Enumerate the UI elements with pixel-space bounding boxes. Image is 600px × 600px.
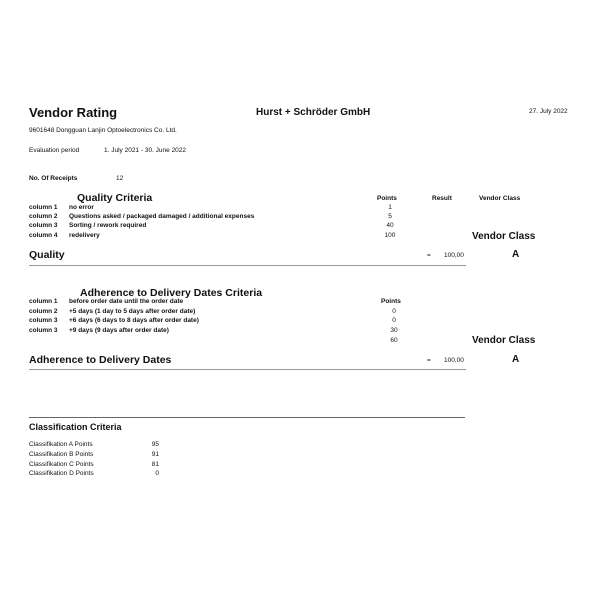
delivery-row-points: 60 (390, 337, 398, 344)
quality-row-points: 100 (384, 232, 396, 239)
quality-row-column: column 2 (29, 213, 58, 220)
classification-label: Classifikation A Points (29, 441, 93, 448)
receipts-value: 12 (116, 175, 124, 182)
quality-class: A (512, 249, 520, 260)
delivery-criteria-heading: Adherence to Delivery Dates Criteria (80, 287, 263, 299)
quality-equals: = (427, 252, 431, 259)
quality-criteria-heading: Quality Criteria (77, 192, 153, 204)
quality-row-points: 40 (386, 222, 394, 229)
company-name: Hurst + Schröder GmbH (256, 107, 371, 118)
classification-label: Classifikation C Points (29, 461, 94, 468)
delivery-row-column: column 1 (29, 298, 58, 305)
quality-result: 100,00 (444, 252, 464, 259)
classification-heading: Classification Criteria (29, 422, 122, 432)
classification-value: 95 (151, 441, 159, 448)
classification-value: 91 (151, 451, 159, 458)
delivery-equals: = (427, 357, 431, 364)
delivery-row-desc: +5 days (1 day to 5 days after order date) (69, 308, 196, 315)
delivery-row-column: column 2 (29, 308, 58, 315)
classification-value: 0 (155, 470, 159, 477)
delivery-points-header: Points (381, 298, 401, 305)
quality-row-column: column 1 (29, 204, 58, 211)
delivery-row-column: column 3 (29, 317, 58, 324)
quality-summary-label: Quality (29, 249, 65, 261)
classification-value: 81 (151, 461, 159, 468)
quality-result-header: Result (432, 195, 452, 202)
delivery-row-points: 0 (392, 308, 396, 315)
quality-divider (29, 265, 466, 266)
delivery-row-points: 30 (390, 327, 398, 334)
quality-vendor-class-heading: Vendor Class (472, 231, 536, 242)
delivery-summary-label: Adherence to Delivery Dates (29, 354, 172, 366)
quality-vendor-class-header: Vendor Class (479, 195, 521, 202)
quality-row-points: 5 (388, 213, 392, 220)
classification-label: Classifikation B Points (29, 451, 94, 458)
delivery-row-column: column 3 (29, 327, 58, 334)
quality-points-header: Points (377, 195, 397, 202)
delivery-result: 100,00 (444, 357, 464, 364)
evaluation-period-label: Evaluation period (29, 147, 80, 154)
delivery-divider (29, 369, 466, 370)
classification-label: Classifikation D Points (29, 470, 94, 477)
quality-row-column: column 4 (29, 232, 58, 239)
delivery-row-desc: before order date until the order date (69, 298, 184, 305)
quality-row-desc: Sorting / rework required (69, 222, 147, 229)
delivery-row-desc: +9 days (9 days after order date) (69, 327, 169, 334)
delivery-row-desc: +6 days (6 days to 8 days after order date) (69, 317, 199, 324)
delivery-vendor-class-heading: Vendor Class (472, 335, 536, 346)
quality-row-desc: Questions asked / packaged damaged / additional expenses (69, 213, 255, 220)
evaluation-period-value: 1. July 2021 - 30. June 2022 (104, 147, 187, 154)
delivery-row-points: 0 (392, 317, 396, 324)
classification-divider (29, 417, 465, 418)
delivery-class: A (512, 354, 520, 365)
quality-row-desc: no error (69, 204, 94, 211)
page-title: Vendor Rating (29, 105, 118, 120)
quality-row-column: column 3 (29, 222, 58, 229)
receipts-label: No. Of Receipts (29, 175, 78, 182)
report-date: 27. July 2022 (529, 108, 568, 115)
vendor-name: 9601648 Dongguan Lanjin Optoelectronics Co. Ltd. (29, 127, 177, 134)
quality-row-desc: redelivery (69, 232, 100, 239)
quality-row-points: 1 (388, 204, 392, 211)
